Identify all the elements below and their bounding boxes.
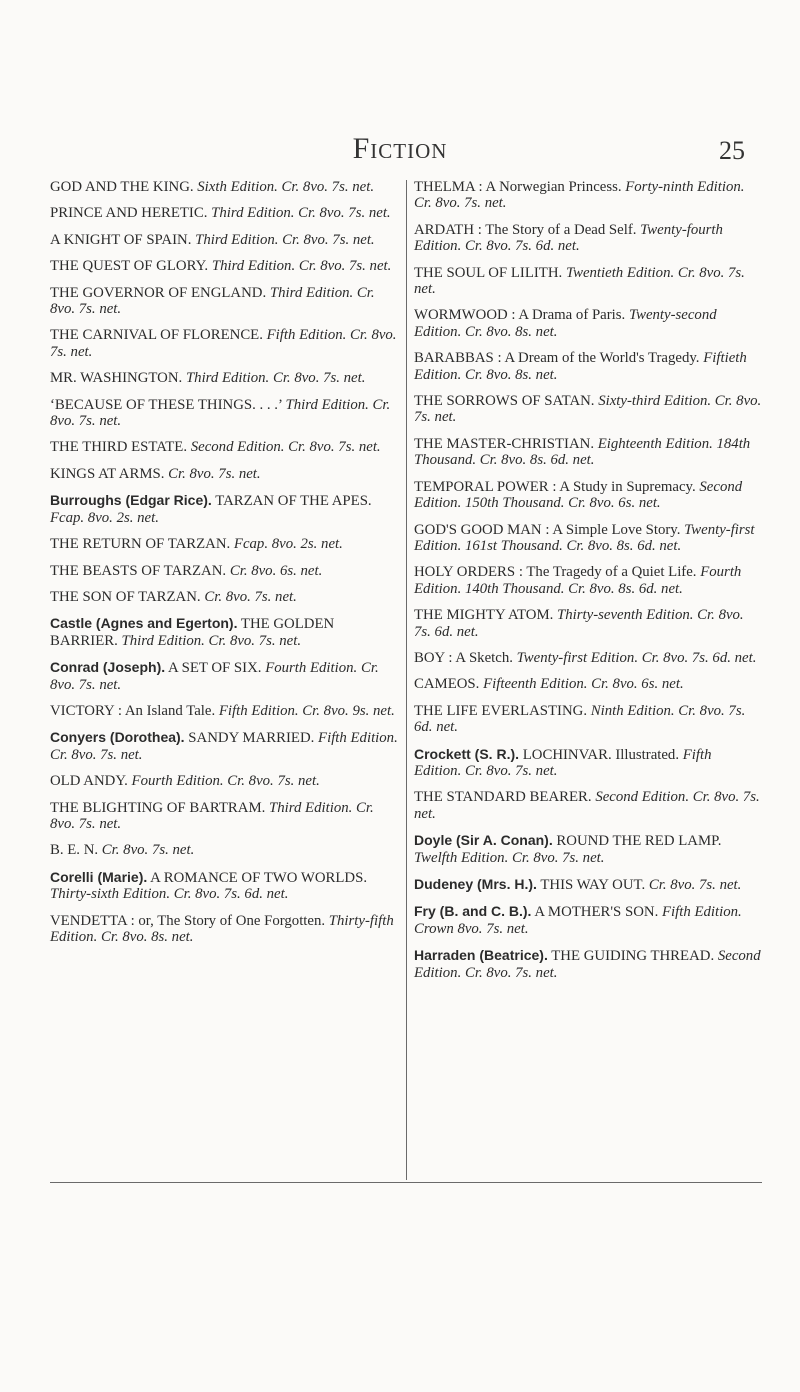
catalogue-entry [50, 369, 402, 386]
entry-title: A KNIGHT OF SPAIN. [50, 231, 192, 248]
entry-title: THE SOUL OF LILITH. [414, 264, 563, 281]
entry-title: THE CARNIVAL OF FLORENCE. [50, 327, 263, 344]
catalogue-entry [414, 478, 762, 512]
entry-details: Thirty-sixth Edition. Cr. 8vo. 7s. 6d. net. [50, 886, 289, 903]
entry-author: Conyers (Dorothea). [50, 729, 185, 746]
entry-title: THE QUEST OF GLORY. [50, 258, 209, 275]
entry-details: Second Edition. Cr. 8vo. 7s. net. [414, 789, 760, 822]
entry-title: GOD AND THE KING. [50, 179, 194, 195]
entry-details: Third Edition. Cr. 8vo. 7s. net. [50, 396, 391, 430]
entry-author: Harraden (Beatrice). [414, 947, 548, 964]
entry-title: B. E. N. [50, 842, 99, 859]
entry-details: Forty-ninth Edition. Cr. 8vo. 7s. net. [414, 179, 745, 212]
catalogue-entry [414, 435, 762, 469]
entry-details: Ninth Edition. Cr. 8vo. 7s. 6d. net. [414, 702, 746, 736]
entry-title: PRINCE AND HERETIC. [50, 205, 208, 222]
entry-details: Fourth Edition. 140th Thousand. Cr. 8vo. 8s. 6d. net. [414, 564, 742, 597]
entry-title: BARABBAS : A Dream of the World's Tragedy. [414, 350, 700, 367]
running-title: Fiction [352, 132, 448, 165]
entry-title: A MOTHER'S SON. [534, 904, 659, 921]
entry-details: Cr. 8vo. 6s. net. [229, 562, 323, 579]
entry-details: Fifth Edition. Crown 8vo. 7s. net. [414, 904, 742, 937]
catalogue-entry [50, 772, 402, 789]
catalogue-entry [50, 562, 402, 579]
catalogue-entry [414, 264, 762, 298]
entry-details: Twenty-second Edition. Cr. 8vo. 8s. net. [414, 307, 717, 340]
catalogue-entry [50, 178, 402, 195]
entry-details: Thirty-fifth Edition. Cr. 8vo. 8s. net. [50, 912, 394, 945]
entry-title: TEMPORAL POWER : A Study in Supremacy. [414, 478, 696, 495]
entry-details: Fiftieth Edition. Cr. 8vo. 8s. net. [414, 350, 747, 383]
entry-title: KINGS AT ARMS. [50, 465, 165, 482]
entry-details: Twenty-first Edition. Cr. 8vo. 7s. 6d. net. [516, 649, 757, 666]
entry-details: Fifth Edition. Cr. 8vo. 7s. net. [50, 327, 397, 360]
catalogue-entry [50, 438, 402, 455]
entry-details: Sixty-third Edition. Cr. 8vo. 7s. net. [414, 393, 762, 426]
catalogue-entry [50, 204, 402, 221]
entry-details: Twelfth Edition. Cr. 8vo. 7s. net. [414, 849, 605, 866]
entry-title: MR. WASHINGTON. [50, 370, 183, 387]
catalogue-entry [414, 876, 762, 893]
entry-title: THE STANDARD BEARER. [414, 789, 592, 806]
entry-author: Fry (B. and C. B.). [414, 903, 532, 920]
entry-title: BOY : A Sketch. [414, 649, 513, 666]
entry-details: Cr. 8vo. 7s. net. [168, 465, 261, 482]
entry-title: THE GUIDING THREAD. [551, 948, 715, 965]
entry-title: TARZAN OF THE APES. [215, 493, 372, 510]
catalogue-entry [414, 306, 762, 340]
entry-details: Third Edition. Cr. 8vo. 7s. net. [50, 799, 374, 832]
catalogue-entry [50, 659, 402, 693]
right-column [414, 178, 762, 990]
catalogue-entry [50, 492, 402, 526]
catalogue-entry [50, 729, 402, 763]
entry-title: THE GOVERNOR OF ENGLAND. [50, 284, 267, 301]
entry-details: Third Edition. Cr. 8vo. 7s. net. [121, 632, 302, 649]
catalogue-entry [50, 869, 402, 903]
catalogue-entry [414, 349, 762, 383]
entry-title: ARDATH : The Story of a Dead Self. [414, 221, 637, 238]
entry-details: Third Edition. Cr. 8vo. 7s. net. [185, 370, 366, 387]
entry-author: Burroughs (Edgar Rice). [50, 492, 212, 509]
entry-details: Fcap. 8vo. 2s. net. [50, 509, 159, 526]
catalogue-entry [50, 615, 402, 649]
entry-details: Cr. 8vo. 7s. net. [101, 842, 195, 859]
entry-title: THELMA : A Norwegian Princess. [414, 179, 622, 195]
catalogue-entry [50, 257, 402, 274]
entry-details: Sixth Edition. Cr. 8vo. 7s. net. [197, 179, 375, 195]
catalogue-entry [414, 392, 762, 426]
catalogue-entry [414, 563, 762, 597]
entry-title: THE SON OF TARZAN. [50, 588, 201, 605]
entry-title: THE RETURN OF TARZAN. [50, 536, 231, 553]
entry-details: Second Edition. Cr. 8vo. 7s. net. [414, 948, 761, 981]
catalogue-entry [414, 221, 762, 255]
entry-details: Fourth Edition. Cr. 8vo. 7s. net. [131, 773, 320, 790]
entry-title: THE MASTER-CHRISTIAN. [414, 435, 595, 452]
entry-details: Fifth Edition. Cr. 8vo. 7s. net. [414, 746, 712, 779]
catalogue-entry [50, 588, 402, 605]
entry-title: VICTORY : An Island Tale. [50, 702, 216, 719]
entry-title: WORMWOOD : A Drama of Paris. [414, 307, 626, 324]
catalogue-entry [414, 649, 762, 666]
catalogue-entry [414, 832, 762, 866]
entry-details: Cr. 8vo. 7s. net. [204, 588, 297, 605]
entry-details: Twenty-fourth Edition. Cr. 8vo. 7s. 6d. net. [414, 221, 723, 255]
entry-details: Third Edition. Cr. 8vo. 7s. net. [211, 205, 391, 222]
catalogue-entry [414, 675, 762, 692]
page-bottom-rule [50, 1182, 762, 1183]
entry-details: Third Edition. Cr. 8vo. 7s. net. [211, 258, 392, 275]
entry-details: Third Edition. Cr. 8vo. 7s. net. [50, 284, 375, 318]
catalogue-entry [50, 396, 402, 430]
catalogue-entry [414, 788, 762, 822]
catalogue-entry [414, 702, 762, 736]
entry-title: ‘BECAUSE OF THESE THINGS. . . .’ [50, 396, 282, 413]
catalogue-entry [414, 521, 762, 555]
entry-details: Fifteenth Edition. Cr. 8vo. 6s. net. [483, 676, 684, 693]
entry-title: THE SORROWS OF SATAN. [414, 393, 595, 410]
catalogue-entry [414, 746, 762, 780]
entry-author: Dudeney (Mrs. H.). [414, 876, 537, 892]
catalogue-entry [414, 947, 762, 981]
catalogue-entry [50, 535, 402, 552]
catalogue-entry [50, 841, 402, 858]
entry-details: Fourth Edition. Cr. 8vo. 7s. net. [50, 660, 379, 693]
entry-details: Twentieth Edition. Cr. 8vo. 7s. net. [414, 264, 745, 298]
catalogue-entry [50, 799, 402, 833]
entry-author: Crockett (S. R.). [414, 745, 520, 762]
entry-details: Second Edition. Cr. 8vo. 7s. net. [190, 439, 381, 456]
catalogue-entry [50, 231, 402, 248]
entry-title: CAMEOS. [414, 676, 480, 693]
page-number: 25 [719, 136, 745, 165]
entry-title: SANDY MARRIED. [188, 730, 315, 747]
catalogue-entry [414, 903, 762, 937]
catalogue-entry [50, 284, 402, 318]
entry-title: THE THIRD ESTATE. [50, 439, 188, 456]
entry-title: THE GOLDEN BARRIER. [50, 616, 335, 649]
entry-title: THE LIFE EVERLASTING. [414, 702, 588, 719]
catalogue-entry [50, 465, 402, 482]
catalogue-entry [50, 702, 402, 719]
entry-details: Fifth Edition. Cr. 8vo. 9s. net. [218, 702, 395, 719]
entry-title: A ROMANCE OF TWO WORLDS. [150, 869, 368, 886]
entry-details: Cr. 8vo. 7s. net. [648, 877, 742, 893]
entry-title: THE BLIGHTING OF BARTRAM. [50, 799, 266, 816]
entry-details: Second Edition. 150th Thousand. Cr. 8vo. 6s. net. [414, 478, 743, 512]
entry-title: A SET OF SIX. [168, 660, 262, 677]
entry-details: Eighteenth Edition. 184th Thousand. Cr. 8vo. 8s. 6d. net. [414, 435, 751, 469]
entry-author: Doyle (Sir A. Conan). [414, 832, 553, 849]
entry-details: Fifth Edition. Cr. 8vo. 7s. net. [50, 730, 398, 763]
entry-details: Third Edition. Cr. 8vo. 7s. net. [195, 231, 375, 248]
entry-author: Corelli (Marie). [50, 868, 148, 885]
catalogue-entry [50, 912, 402, 946]
left-column [50, 178, 402, 954]
entry-title: THE BEASTS OF TARZAN. [50, 562, 227, 579]
entry-title: ROUND THE RED LAMP. [556, 833, 722, 850]
entry-title: THIS WAY OUT. [540, 877, 646, 893]
entry-author: Castle (Agnes and Egerton). [50, 615, 238, 632]
entry-title: GOD'S GOOD MAN : A Simple Love Story. [414, 521, 681, 538]
page-header [0, 132, 800, 172]
entry-title: HOLY ORDERS : The Tragedy of a Quiet Life. [414, 564, 697, 581]
catalogue-entry [50, 326, 402, 360]
entry-author: Conrad (Joseph). [50, 659, 166, 676]
column-divider [406, 180, 407, 1180]
entry-title: OLD ANDY. [50, 773, 128, 790]
entry-details: Thirty-seventh Edition. Cr. 8vo. 7s. 6d. net. [414, 607, 744, 640]
catalogue-entry [414, 606, 762, 640]
entry-title: THE MIGHTY ATOM. [414, 607, 554, 624]
catalogue-entry [414, 178, 762, 212]
entry-title: LOCHINVAR. Illustrated. [522, 746, 680, 763]
entry-details: Twenty-first Edition. 161st Thousand. Cr. 8vo. 8s. 6d. net. [414, 521, 755, 554]
entry-title: VENDETTA : or, The Story of One Forgotten. [50, 912, 326, 929]
entry-details: Fcap. 8vo. 2s. net. [233, 536, 343, 553]
